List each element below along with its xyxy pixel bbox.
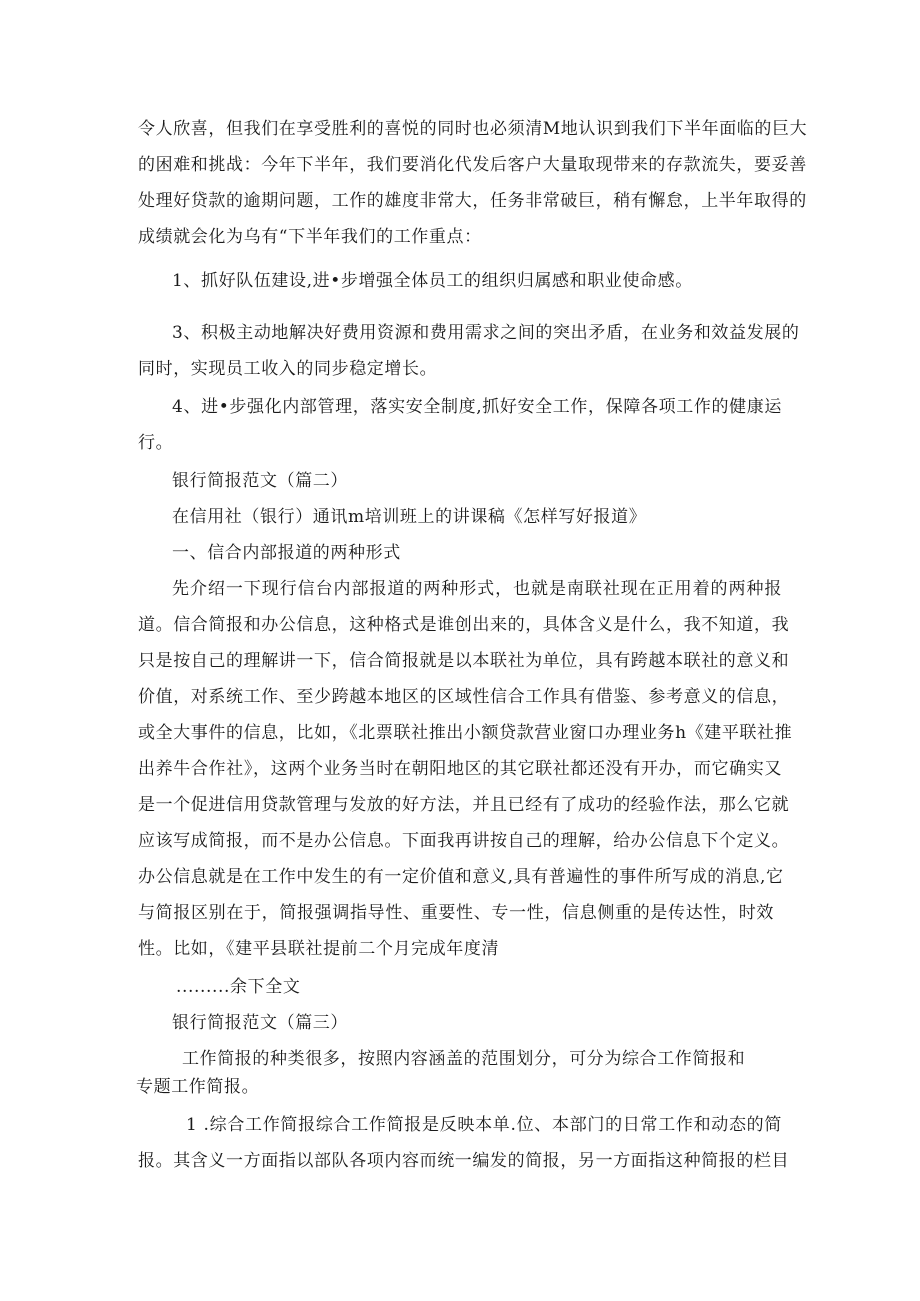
list-item-3: 3、积极主动地解决好费用资源和费用需求之间的突出矛盾，在业务和效益发展的	[172, 323, 800, 343]
paragraph-line: 处理好贷款的逾期问题，工作的雄度非常大，任务非常破巨，稍有懈怠，上半年取得的	[138, 191, 807, 211]
paragraph-line: 应该写成简报，而不是办公信息。下面我再讲按自己的理解，给办公信息下个定义。	[138, 831, 790, 851]
paragraph-line: 道。信合简报和办公信息，这种格式是谁创出来的，具体含义是什么，我不知道，我	[138, 615, 790, 635]
paragraph-line: 出养牛合作社》，这两个业务当时在朝阳地区的其它联社都还没有开办，而它确实又	[138, 759, 782, 779]
paragraph-line: 工作简报的种类很多，按照内容涵盖的范围划分，可分为综合工作简报和	[182, 1049, 746, 1069]
section-heading: 银行简报范文（篇三）	[172, 1013, 348, 1033]
paragraph-line: 的困难和挑战：今年下半年，我们要消化代发后客户大量取现带来的存款流失，要妥善	[138, 155, 807, 175]
paragraph-line: 性。比如，《建平县联社提前二个月完成年度清	[138, 939, 500, 959]
paragraph-line: 或全大事件的信息，比如，《北票联社推出小额贷款营业窗口办理业务h《建平联社推	[138, 723, 793, 743]
paragraph-line: 只是按自己的理解讲一下，信合简报就是以本联社为单位，具有跨越本联社的意义和	[138, 651, 790, 671]
list-item-1: 1、抓好队伍建设,进•步增强全体员工的组织归属感和职业使命感。	[172, 271, 693, 291]
paragraph-line: 先介绍一下现行信台内部报道的两种形式，也就是南联社现在正用着的两种报	[172, 579, 782, 599]
paragraph-line: 报。其含义一方面指以部队各项内容而统一编发的简报，另一方面指这种简报的栏目	[138, 1151, 790, 1171]
paragraph-line: 专题工作简报。	[136, 1077, 260, 1097]
subsection-heading: 一、信合内部报道的两种形式	[172, 543, 401, 563]
list-item-4: 4、进•步强化内部管理，落实安全制度,抓好安全工作，保障各项工作的健康运	[172, 397, 782, 417]
section-heading: 银行简报范文（篇二）	[172, 471, 348, 491]
list-item-1: 1 .综合工作简报综合工作简报是反映本单.位、本部门的日常工作和动态的简	[186, 1115, 782, 1135]
paragraph-line: 与简报区别在于，简报强调指导性、重要性、专一性，信息侧重的是传达性，时效	[138, 903, 774, 923]
article-title: 在信用社（银行）通讯m培训班上的讲课稿《怎样写好报道》	[172, 507, 647, 527]
paragraph-line: 令人欣喜，但我们在享受胜利的喜悦的同时也必须清M地认识到我们下半年面临的巨大	[138, 119, 808, 139]
read-more-text: .........余下全文	[176, 977, 301, 997]
paragraph-line: 同时，实现员工收入的同步稳定增长。	[138, 359, 438, 379]
paragraph-line: 价值，对系统工作、至少跨越本地区的区域性信合工作具有借鉴、参考意义的信息，	[138, 687, 790, 707]
paragraph-line: 办公信息就是在工作中发生的有一定价值和意义,具有普遍性的事件所写成的消息,它	[138, 867, 784, 887]
paragraph-line: 成绩就会化为乌有“下半年我们的工作重点：	[138, 227, 482, 247]
paragraph-line: 行。	[138, 433, 174, 453]
paragraph-line: 是一个促进信用贷款管理与发放的好方法，并且已经有了成功的经验作法，那么它就	[138, 795, 790, 815]
